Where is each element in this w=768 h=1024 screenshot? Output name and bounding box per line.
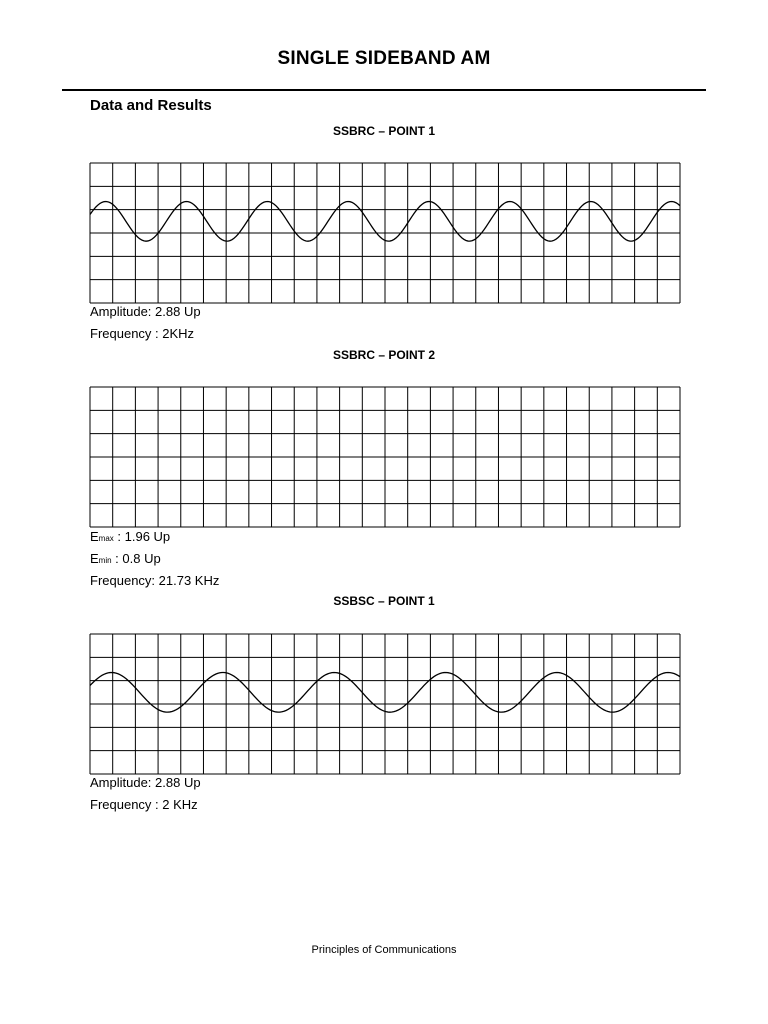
emax-value: : 1.96 Up bbox=[113, 529, 171, 544]
oscilloscope-svg bbox=[90, 387, 680, 527]
title-divider bbox=[62, 89, 706, 91]
page-title: SINGLE SIDEBAND AM bbox=[277, 48, 491, 69]
emin-subscript: min bbox=[98, 556, 112, 565]
section-heading: Data and Results bbox=[90, 97, 212, 114]
graph-title-ssbsc-point-1: SSBSC – POINT 1 bbox=[333, 594, 435, 608]
emax-reading bbox=[90, 529, 170, 544]
graph-title-ssbrc-point-2: SSBRC – POINT 2 bbox=[332, 348, 436, 362]
page-footer: Principles of Communications bbox=[311, 944, 457, 956]
emin-reading bbox=[90, 551, 161, 566]
frequency-reading: Frequency: 21.73 KHz bbox=[90, 573, 220, 588]
oscilloscope-grid-ssbrc-point-2 bbox=[90, 387, 680, 527]
oscilloscope-grid-ssbrc-point-1 bbox=[90, 163, 680, 303]
amplitude-reading: Amplitude: 2.88 Up bbox=[90, 304, 201, 319]
oscilloscope-svg bbox=[90, 634, 680, 774]
graph-title-ssbrc-point-1: SSBRC – POINT 1 bbox=[332, 124, 436, 138]
amplitude-reading: Amplitude: 2.88 Up bbox=[90, 775, 201, 790]
frequency-reading: Frequency : 2KHz bbox=[90, 326, 195, 341]
emin-value: : 0.8 Up bbox=[111, 551, 161, 566]
oscilloscope-grid-ssbsc-point-1 bbox=[90, 634, 680, 774]
frequency-reading: Frequency : 2 KHz bbox=[90, 797, 198, 812]
emax-subscript: max bbox=[98, 534, 114, 543]
emin-prefix: E bbox=[90, 551, 99, 566]
oscilloscope-svg bbox=[90, 163, 680, 303]
emax-prefix: E bbox=[90, 529, 99, 544]
